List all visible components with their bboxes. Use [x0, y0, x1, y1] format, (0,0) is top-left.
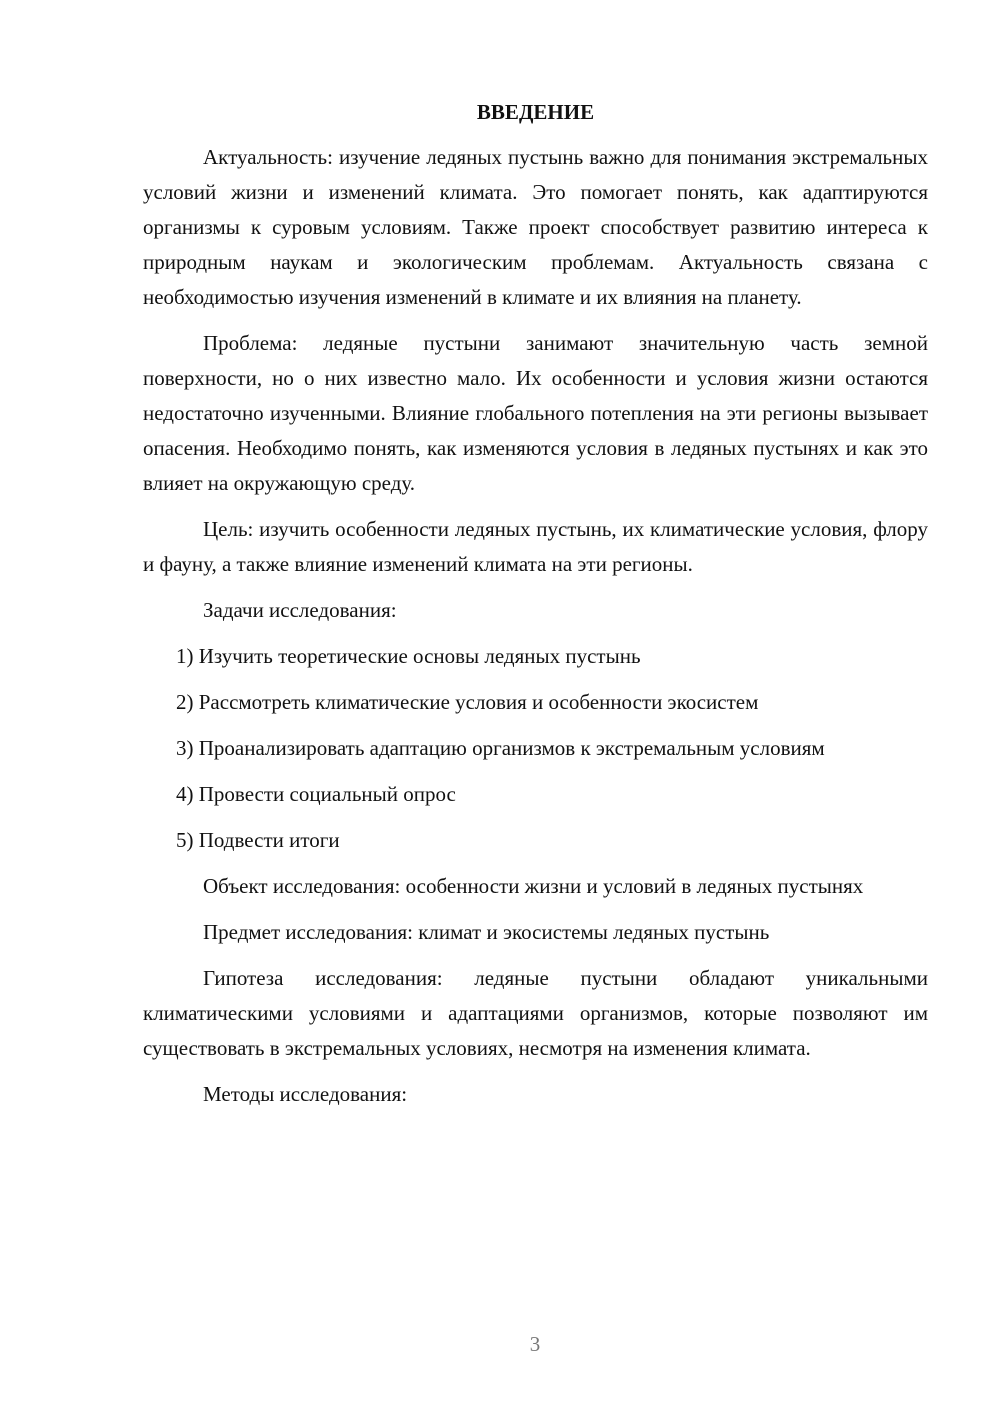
tasks-list — [143, 639, 928, 858]
relevance-paragraph: Актуальность: изучение ледяных пустынь важно для понимания экстремальных условий жизни и изменений климата. Это помогает понять, как адаптируются организмы к суровым условиям. Также проект способствует развитию интереса к природным наукам и экологическим проблемам. Актуальность связана с необходимостью изучения изменений в климате и их влияния на планету. — [143, 145, 928, 309]
list-item: 1) Изучить теоретические основы ледяных пустынь — [176, 644, 641, 668]
list-item: 5) Подвести итоги — [176, 828, 340, 852]
page-body — [143, 95, 928, 1123]
page-number: 3 — [529, 1332, 541, 1356]
hypothesis-paragraph: Гипотеза исследования: ледяные пустыни обладают уникальными климатическими условиями и адаптациями организмов, которые позволяют им существовать в экстремальных условиях, несмотря на изменения климата. — [143, 966, 928, 1060]
object-paragraph: Объект исследования: особенности жизни и условий в ледяных пустынях — [203, 874, 864, 898]
list-item: 4) Провести социальный опрос — [176, 782, 456, 806]
subject-paragraph: Предмет исследования: климат и экосистемы ледяных пустынь — [203, 920, 770, 944]
goal-paragraph: Цель: изучить особенности ледяных пустынь, их климатические условия, флору и фауну, а также влияние изменений климата на эти регионы. — [143, 517, 928, 576]
problem-paragraph: Проблема: ледяные пустыни занимают значительную часть земной поверхности, но о них известно мало. Их особенности и условия жизни остаются недостаточно изученными. Влияние глобального потепления на эти регионы вызывает опасения. Необходимо понять, как изменяются условия в ледяных пустынях и как это влияет на окружающую среду. — [143, 331, 928, 495]
methods-heading: Методы исследования: — [203, 1082, 408, 1106]
tasks-heading: Задачи исследования: — [203, 598, 397, 622]
list-item: 3) Проанализировать адаптацию организмов к экстремальным условиям — [176, 736, 825, 760]
list-item: 2) Рассмотреть климатические условия и особенности экосистем — [176, 690, 759, 714]
page-title: ВВЕДЕНИЕ — [476, 100, 595, 124]
